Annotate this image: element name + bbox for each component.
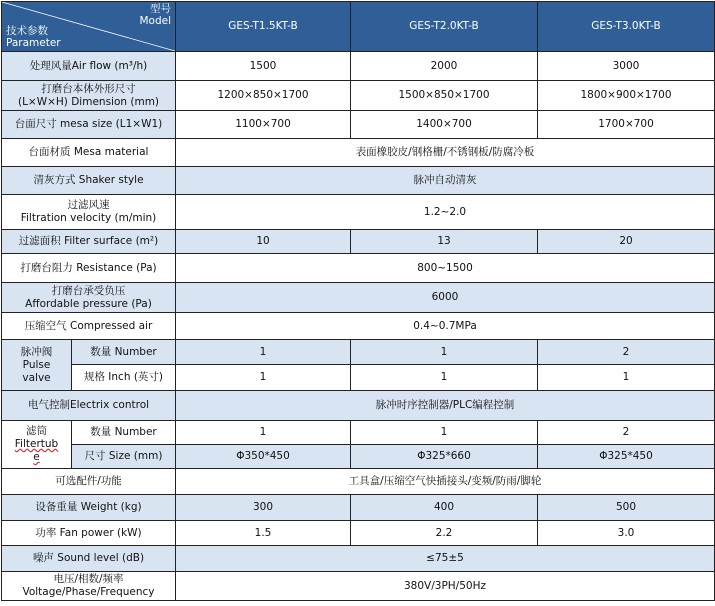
- label-dimension-cn: 打磨台本体外形尺寸: [41, 82, 136, 95]
- label-voltage-cn: 电压/相数/频率: [53, 573, 124, 585]
- value-voltage: 380V/3PH/50Hz: [176, 572, 715, 601]
- label-options: 可选配件/功能: [2, 469, 176, 495]
- row-mesa-size: [2, 111, 715, 139]
- label-filtration-velocity-cn: 过滤风速: [67, 199, 110, 211]
- row-mesa-material: [2, 139, 715, 167]
- value-air-flow-1: 1500: [176, 52, 351, 81]
- label-filter-tube-number: 数量 Number: [72, 421, 176, 445]
- label-compressed-air: 压缩空气 Compressed air: [2, 313, 176, 340]
- label-pulse-valve-cn: 脉冲阀: [20, 345, 53, 358]
- header-row: [2, 2, 715, 52]
- header-param-en: Parameter: [6, 37, 61, 49]
- row-dimension: [2, 81, 715, 111]
- label-dimension-en: (L×W×H) Dimension (mm): [17, 95, 160, 108]
- value-air-flow-3: 3000: [538, 52, 715, 81]
- label-dimension: [2, 81, 176, 111]
- header-param-cn: 技术参数: [6, 25, 48, 37]
- value-compressed-air: 0.4~0.7MPa: [176, 313, 715, 340]
- label-filter-tube-cn: 滤筒: [26, 425, 47, 437]
- value-weight-1: 300: [176, 495, 351, 521]
- label-sound-level: 噪声 Sound level (dB): [2, 546, 176, 572]
- label-fan-power: 功率 Fan power (kW): [2, 521, 176, 546]
- value-electric-control: 脉冲时序控制器/PLC编程控制: [176, 391, 715, 421]
- value-fan-power-2: 2.2: [351, 521, 538, 546]
- row-resistance: [2, 254, 715, 283]
- label-mesa-material: 台面材质 Mesa material: [2, 139, 176, 167]
- row-compressed-air: [2, 313, 715, 340]
- label-filter-tube-group: [2, 421, 72, 469]
- value-filter-tube-size-2: Φ325*660: [351, 445, 538, 469]
- header-model-en: Model: [139, 15, 171, 27]
- model-header-2: GES-T2.0KT-B: [351, 2, 538, 52]
- label-pulse-valve-group: [2, 340, 72, 391]
- label-filtration-velocity: [2, 195, 176, 230]
- label-mesa-size: 台面尺寸 mesa size (L1×W1): [2, 111, 176, 139]
- row-affordable-pressure: [2, 283, 715, 313]
- value-filter-tube-number-2: 1: [351, 421, 538, 445]
- row-sound-level: [2, 546, 715, 572]
- label-resistance: 打磨台阻力 Resistance (Pa): [2, 254, 176, 283]
- header-model-cn: 型号: [150, 3, 171, 15]
- value-pulse-valve-number-2: 1: [351, 340, 538, 365]
- label-affordable-pressure-cn: 打磨台承受负压: [51, 284, 126, 297]
- label-filter-tube-size: 尺寸 Size (mm): [72, 445, 176, 469]
- value-pulse-valve-inch-1: 1: [176, 365, 351, 391]
- row-filter-tube-number: [2, 421, 715, 445]
- value-pulse-valve-number-3: 2: [538, 340, 715, 365]
- value-affordable-pressure: 6000: [176, 283, 715, 313]
- row-fan-power: [2, 521, 715, 546]
- value-pulse-valve-inch-3: 1: [538, 365, 715, 391]
- label-pulse-valve-inch: 规格 Inch (英寸): [72, 365, 176, 391]
- value-mesa-size-2: 1400×700: [351, 111, 538, 139]
- value-shaker: 脉冲自动清灰: [176, 167, 715, 195]
- label-pulse-valve-en-1: Pulse: [22, 358, 51, 371]
- value-mesa-material: 表面橡胶皮/钢格栅/不锈钢板/防腐冷板: [176, 139, 715, 167]
- value-filtration-velocity: 1.2~2.0: [176, 195, 715, 230]
- value-pulse-valve-inch-2: 1: [351, 365, 538, 391]
- label-filter-tube-en-2: e: [33, 451, 40, 463]
- label-pulse-valve-en-2: valve: [22, 371, 51, 384]
- value-filter-surface-1: 10: [176, 230, 351, 254]
- label-pulse-valve-number: 数量 Number: [72, 340, 176, 365]
- label-electric-control: 电气控制Electrix control: [2, 391, 176, 421]
- row-weight: [2, 495, 715, 521]
- label-voltage: [2, 572, 176, 601]
- row-shaker: [2, 167, 715, 195]
- value-dimension-3: 1800×900×1700: [538, 81, 715, 111]
- model-header-3: GES-T3.0KT-B: [538, 2, 715, 52]
- value-filter-tube-size-1: Φ350*450: [176, 445, 351, 469]
- label-voltage-en: Voltage/Phase/Frequency: [22, 586, 155, 598]
- row-options: [2, 469, 715, 495]
- row-air-flow: [2, 52, 715, 81]
- spec-table: [1, 1, 715, 601]
- header-corner-cell: [2, 2, 176, 52]
- value-options: 工具盒/压缩空气快插接头/变频/防雨/脚轮: [176, 469, 715, 495]
- label-affordable-pressure: [2, 283, 176, 313]
- label-filtration-velocity-en: Filtration velocity (m/min): [20, 212, 157, 224]
- row-filtration-velocity: [2, 195, 715, 230]
- value-pulse-valve-number-1: 1: [176, 340, 351, 365]
- row-pulse-valve-number: [2, 340, 715, 365]
- row-voltage: [2, 572, 715, 601]
- value-fan-power-1: 1.5: [176, 521, 351, 546]
- value-filter-tube-number-3: 2: [538, 421, 715, 445]
- value-resistance: 800~1500: [176, 254, 715, 283]
- value-weight-2: 400: [351, 495, 538, 521]
- value-filter-surface-3: 20: [538, 230, 715, 254]
- value-mesa-size-3: 1700×700: [538, 111, 715, 139]
- row-pulse-valve-inch: [2, 365, 715, 391]
- value-air-flow-2: 2000: [351, 52, 538, 81]
- row-filter-surface: [2, 230, 715, 254]
- label-weight: 设备重量 Weight (kg): [2, 495, 176, 521]
- label-air-flow: 处理风量Air flow (m³/h): [2, 52, 176, 81]
- value-fan-power-3: 3.0: [538, 521, 715, 546]
- label-shaker: 清灰方式 Shaker style: [2, 167, 176, 195]
- value-mesa-size-1: 1100×700: [176, 111, 351, 139]
- value-weight-3: 500: [538, 495, 715, 521]
- value-filter-surface-2: 13: [351, 230, 538, 254]
- value-dimension-1: 1200×850×1700: [176, 81, 351, 111]
- value-sound-level: ≤75±5: [176, 546, 715, 572]
- label-affordable-pressure-en: Affordable pressure (Pa): [25, 297, 152, 310]
- value-filter-tube-number-1: 1: [176, 421, 351, 445]
- row-filter-tube-size: [2, 445, 715, 469]
- label-filter-tube-en-1: Filtertub: [14, 438, 59, 450]
- row-electric-control: [2, 391, 715, 421]
- value-filter-tube-size-3: Φ325*450: [538, 445, 715, 469]
- label-filter-surface: 过滤面积 Filter surface (m²): [2, 230, 176, 254]
- model-header-1: GES-T1.5KT-B: [176, 2, 351, 52]
- value-dimension-2: 1500×850×1700: [351, 81, 538, 111]
